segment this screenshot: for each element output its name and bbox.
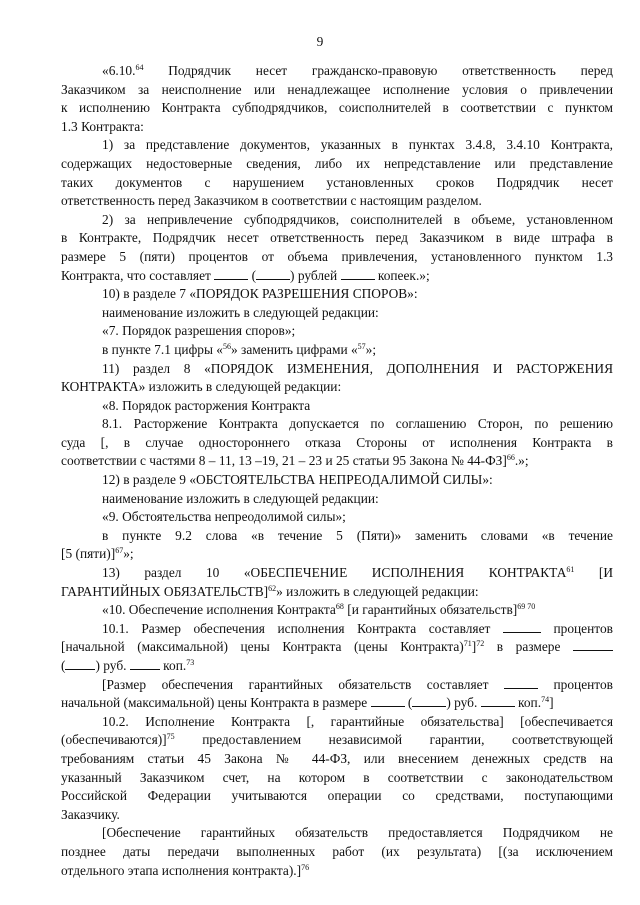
footnote-ref: 71 [463,639,472,649]
text-segment: [5 (пяти)] [61,546,116,562]
text-segment: Заказчику. [61,806,120,822]
text-line [61,118,613,137]
text-line [61,806,613,825]
text-segment: наименование изложить в следующей редакции: [102,490,379,506]
text-line [61,434,613,453]
fill-in-blank [256,268,290,280]
text-line [61,285,613,304]
text-segment: ) руб. [95,658,130,673]
text-segment: 1) за представление документов, указанных в пунктах 3.4.8, 3.4.10 Контракта, [102,137,613,153]
text-segment: 12) в разделе 9 «ОБСТОЯТЕЛЬСТВА НЕПРЕОДАЛИМОЙ СИЛЫ»: [102,472,493,488]
text-line [61,694,613,713]
text-line [61,211,613,230]
footnote-ref: 66 [506,453,515,463]
footnote-ref: 64 [135,63,144,72]
text-segment: 10.1. Размер обеспечения исполнения Контракта составляет [102,620,503,636]
fill-in-blank [130,658,160,670]
footnote-ref: 67 [115,546,124,556]
text-segment: копеек.»; [374,267,430,283]
text-line [61,824,613,843]
text-segment: «9. Обстоятельства непреодолимой силы»; [102,509,346,525]
text-segment: ] [471,639,477,655]
text-segment: таких документов с нарушением установленных сроков Подрядчик несет [61,174,613,190]
text-line [61,267,613,286]
fill-in-blank [214,268,248,280]
text-segment: Подрядчик несет гражданско-правовую ответственность перед [143,63,613,78]
text-segment: в размере [484,639,573,655]
text-segment: «6.10. [102,63,136,78]
text-line [61,62,613,81]
text-line [61,713,613,732]
text-segment: суда [, в случае одностороннего отказа Стороны от исполнения Контракта в [61,434,613,450]
text-segment: 13) раздел 10 «ОБЕСПЕЧЕНИЕ ИСПОЛНЕНИЯ КОНТРАКТА [102,565,567,581]
text-segment: в Контракте, Подрядчик несет ответственность перед Заказчиком в виде штрафа в [61,230,613,246]
text-line [61,564,613,583]
text-segment: «7. Порядок разрешения споров»; [102,323,296,339]
fill-in-blank [481,695,515,707]
text-segment: «8. Порядок расторжения Контракта [102,397,311,413]
text-line [61,192,613,211]
text-line [61,862,613,881]
footnote-ref: 56 [223,341,231,351]
footnote-ref: 61 [566,565,575,575]
text-segment: ( [248,267,257,283]
fill-in-blank [65,658,95,670]
text-segment: КОНТРАКТА» изложить в следующей редакции: [61,379,342,395]
text-line [61,750,613,769]
footnote-ref: 72 [476,639,485,649]
text-segment: ( [61,658,66,673]
fill-in-blank [412,695,446,707]
text-line [61,601,613,620]
text-segment: процентов [540,620,613,636]
text-line [61,527,613,546]
text-segment: к исполнению Контракта субподрядчиков, соисполнителей в соответствии с пунктом [61,100,613,116]
text-line [61,229,613,248]
text-segment: Контракта, что составляет [61,267,215,283]
text-segment: наименование изложить в следующей редакции: [102,304,379,320]
text-segment: ГАРАНТИЙНЫХ ОБЯЗАТЕЛЬСТВ] [61,583,269,599]
text-line [61,397,613,416]
text-line [61,676,613,695]
text-segment: » заменить цифрами « [231,341,358,357]
text-segment: Заказчиком за неисполнение или ненадлежащее исполнение условия о привлечении [61,81,613,97]
page-number: 9 [316,34,324,49]
text-segment: в пункте 7.1 цифры « [102,341,223,357]
text-line [61,657,613,676]
footnote-ref: 74 [541,695,550,705]
text-segment: процентов [537,676,614,692]
text-segment: ) рублей [290,267,341,283]
footnote-ref: 73 [186,658,195,667]
document-body [61,62,613,880]
text-segment: указанный Заказчиком счет, на котором в соответствии с законодательством [61,769,613,785]
text-segment: соответствии с частями 8 – 11, 13 –19, 21 – 23 и 25 статьи 95 Закона № 44-ФЗ] [61,453,507,469]
text-segment: коп. [159,658,187,673]
fill-in-blank [573,639,613,651]
text-segment: начальной (максимальной) цены Контракта в размере [61,695,371,711]
text-segment: 2) за непривлечение субподрядчиков, соисполнителей в объеме, установленном [102,211,613,227]
text-line [61,508,613,527]
text-segment: «10. Обеспечение исполнения Контракта [102,602,336,618]
text-line [61,471,613,490]
text-line [61,304,613,323]
text-line [61,769,613,788]
text-line [61,378,613,397]
text-segment: коп. [514,695,542,711]
text-line [61,341,613,360]
text-segment: »; [365,341,377,357]
text-segment: ответственность перед Заказчиком в соответствии с настоящим разделом. [61,193,482,209]
text-segment: 1.3 Контракта: [61,118,144,134]
text-line [61,136,613,155]
text-line [61,545,613,564]
text-line [61,248,613,267]
footnote-ref: 75 [166,732,175,742]
text-line [61,638,613,657]
text-segment: ( [404,695,413,711]
text-line [61,452,613,471]
text-segment: 10.2. Исполнение Контракта [, гарантийные обязательства] [обеспечивается [102,713,613,729]
text-line [61,99,613,118]
text-segment: 11) раздел 8 «ПОРЯДОК ИЗМЕНЕНИЯ, ДОПОЛНЕНИЯ И РАСТОРЖЕНИЯ [102,360,613,376]
text-line [61,155,613,174]
fill-in-blank [503,621,541,633]
text-segment: [начальной (максимальной) цены Контракта (цены Контракта) [61,639,464,655]
text-segment: [Размер обеспечения гарантийных обязательств составляет [102,676,504,692]
text-line [61,415,613,434]
text-line [61,322,613,341]
text-segment: требованиям статьи 45 Закона № 44-ФЗ, или внесением денежных средств на [61,750,613,766]
text-segment: отдельного этапа исполнения контракта).] [61,862,302,878]
text-line [61,174,613,193]
text-segment: 8.1. Расторжение Контракта допускается по соглашению Сторон, по решению [102,416,613,432]
text-segment: ) руб. [446,695,481,711]
footnote-ref: 69 70 [517,602,536,612]
text-line [61,490,613,509]
fill-in-blank [504,677,538,689]
text-line [61,731,613,750]
footnote-ref: 57 [357,341,366,351]
text-segment: » изложить в следующей редакции: [276,583,479,599]
text-segment: »; [123,546,134,562]
footnote-ref: 68 [335,602,344,612]
text-segment: [И [574,565,613,581]
text-line [61,583,613,602]
text-line [61,787,613,806]
text-line [61,81,613,100]
text-segment: [Обеспечение гарантийных обязательств предоставляется Подрядчиком не [102,825,613,841]
text-segment: 10) в разделе 7 «ПОРЯДОК РАЗРЕШЕНИЯ СПОРОВ»: [102,286,418,302]
text-segment: позднее даты передачи выполненных работ (их результата) [(за исключением [61,843,613,859]
footnote-ref: 62 [268,583,277,593]
text-segment: (обеспечиваются)] [61,732,167,748]
text-line [61,620,613,639]
text-line [61,360,613,379]
text-segment: ] [549,695,554,711]
text-segment: предоставлением независимой гарантии, соответствующей [174,732,613,748]
text-segment: Российской Федерации учитываются операции со средствами, поступающими [61,788,613,804]
text-segment: содержащих недостоверные сведения, либо их непредставление или представление [61,155,613,171]
text-segment: размере 5 (пяти) процентов от объема привлечения, установленного пунктом 1.3 [61,248,613,264]
text-segment: [и гарантийных обязательств] [343,602,518,618]
text-segment: .»; [514,453,529,469]
fill-in-blank [371,695,405,707]
footnote-ref: 76 [301,862,310,872]
text-segment: в пункте 9.2 слова «в течение 5 (Пяти)» заменить словами «в течение [102,527,613,543]
fill-in-blank [341,268,375,280]
text-line [61,843,613,862]
